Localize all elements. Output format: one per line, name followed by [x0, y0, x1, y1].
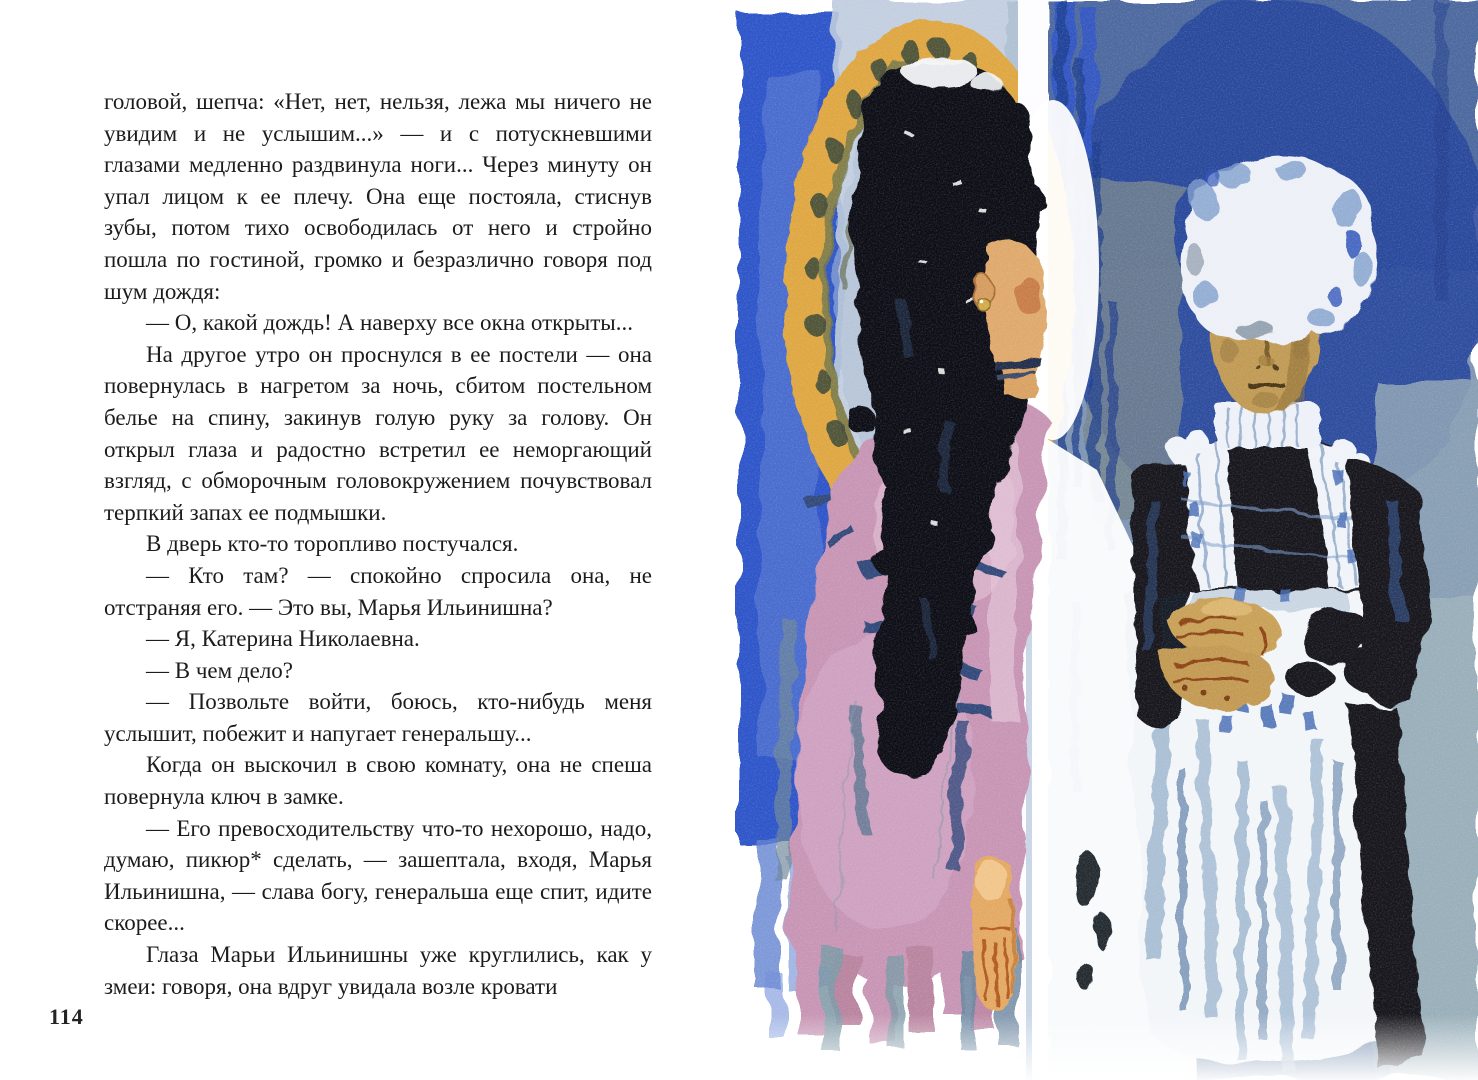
paragraph: — Кто там? — спокойно спросила она, не отстраняя его. — Это вы, Марья Ильинишна? — [104, 562, 652, 620]
paragraph: В дверь кто-то торопливо постучался. — [146, 531, 519, 557]
paragraph: — Я, Катерина Николаевна. — [146, 626, 420, 652]
paragraph: Глаза Марьи Ильинишны уже круглились, как у змеи: говоря, она вдруг увидала возле кровати — [104, 942, 652, 999]
paragraph: головой, шепча: «Нет, нет, нельзя, лежа мы ничего не увидим и не услышим...» — и с потускневшими глазами медленно раздвинула ноги... Через минуту он упал лицом к ее плечу. Она еще постояла, стиснув зубы, потом тихо освободилась от него и стройно пошла по гостиной, громко и безразлично говоря под шум дождя: — [104, 89, 652, 304]
page-number: 114 — [49, 1004, 84, 1029]
paper-grain — [735, 0, 1478, 1080]
paragraph: — О, какой дождь! А наверху все окна открыты... — [146, 310, 634, 336]
paragraph: — В чем дело? — [146, 657, 294, 683]
paragraph: — Позвольте войти, боюсь, кто-нибудь меня услышит, побежит и напугает генеральшу... — [104, 689, 652, 746]
text-block — [104, 86, 652, 1002]
paragraph: На другое утро он проснулся в ее постели — она повернулась в нагретом за ночь, сбитом постельном белье на спину, закинув голую руку за голову. Он открыл глаза и радостно встретил ее неморгающий взгляд, с обморочным головокружением почувствовал терпкий запах ее подмышки. — [104, 341, 652, 525]
paragraph: — Его превосходительству что-то нехорошо, надо, думаю, пикюр* сделать, — зашептала, входя, Марья Ильинишна, — слава богу, генеральша еще спит, идите скорее... — [104, 815, 652, 936]
paragraph: Когда он выскочил в свою комнату, она не спеша повернула ключ в замке. — [104, 752, 652, 810]
bottom-paper-fade — [735, 1014, 1478, 1080]
watercolor-illustration — [735, 0, 1478, 1080]
